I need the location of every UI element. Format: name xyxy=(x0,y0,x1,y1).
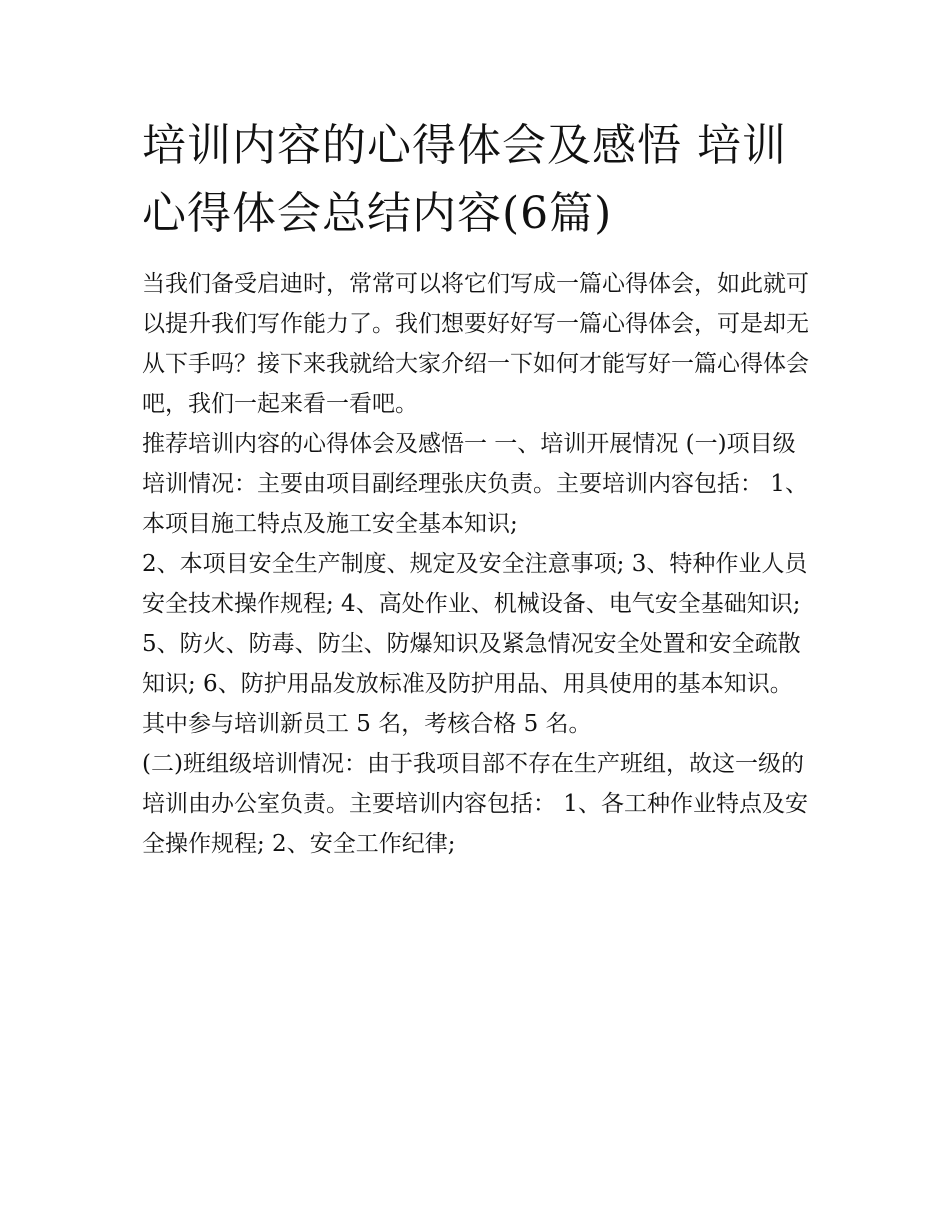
paragraph-safety-rules: 2、本项目安全生产制度、规定及安全注意事项; 3、特种作业人员安全技术操作规程; 4、高处作业、机械设备、电气安全基础知识; xyxy=(142,551,808,617)
paragraph-intro: 当我们备受启迪时，常常可以将它们写成一篇心得体会，如此就可以提升我们写作能力了。我们想要好好写一篇心得体会，可是却无从下手吗？接下来我就给大家介绍一下如何才能写好一篇心得体会吧，我们一起来看一看吧。 xyxy=(142,271,809,417)
document-title: 培训内容的心得体会及感悟 培训心得体会总结内容(6篇) xyxy=(142,120,787,239)
document-body xyxy=(142,264,814,864)
document-page xyxy=(142,112,814,864)
paragraph-team-training: (二)班组级培训情况：由于我项目部不存在生产班组，故这一级的培训由办公室负责。主要培训内容包括： 1、各工种作业特点及安全操作规程; 2、安全工作纪律; xyxy=(142,751,808,857)
paragraph-project-training: 推荐培训内容的心得体会及感悟一 一、培训开展情况 (一)项目级培训情况：主要由项目副经理张庆负责。主要培训内容包括： 1、本项目施工特点及施工安全基本知识; xyxy=(142,431,808,537)
paragraph-fire-protection: 5、防火、防毒、防尘、防爆知识及紧急情况安全处置和安全疏散知识; 6、防护用品发放标准及防护用品、用具使用的基本知识。其中参与培训新员工 5 名，考核合格 5 名。 xyxy=(142,631,801,737)
